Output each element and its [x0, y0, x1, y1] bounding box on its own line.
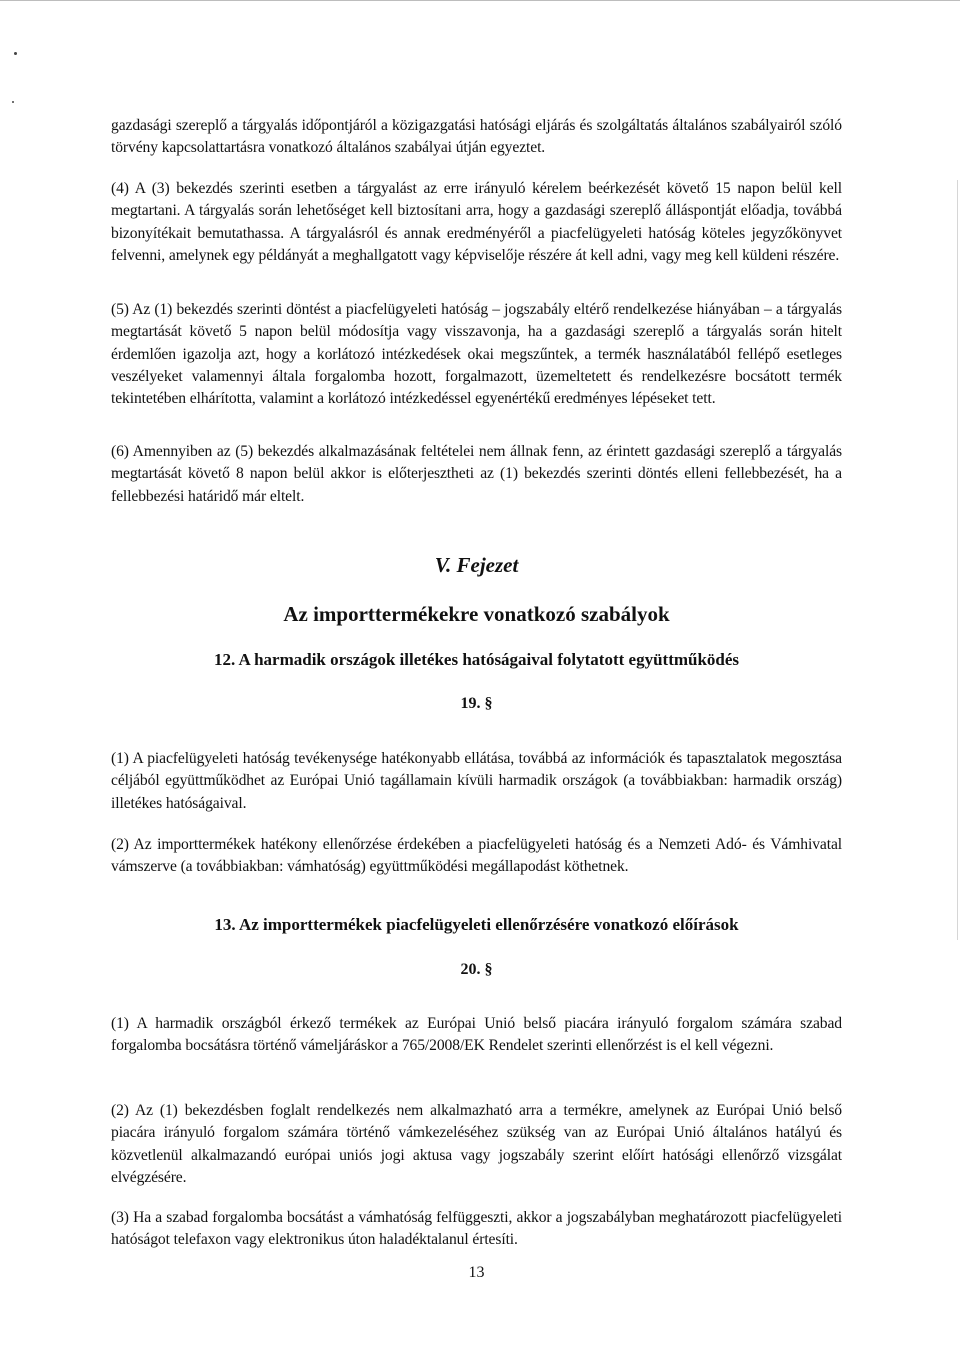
chapter-title: Az importtermékekre vonatkozó szabályok [283, 602, 670, 626]
paragraph-19-2: (2) Az importtermékek hatékony ellenőrzése érdekében a piacfelügyeleti hatóság és a Nemzeti Adó- és Vámhivatal vámszerve (a továbbiakban: vámhatóság) együttműködési megállapodást köthetnek. [111, 836, 842, 876]
paragraph-20-1: (1) A harmadik országból érkező termékek az Európai Unió belső piacára irányuló forgalom számára szabad forgalomba bocsátásra történő vámeljáráskor a 765/2008/EK Rendelet szerinti ellenőrzést is el kell végezni. [111, 1015, 842, 1055]
scan-speck-dot [14, 52, 17, 55]
paragraph-20-2: (2) Az (1) bekezdésben foglalt rendelkezés nem alkalmazható arra a termékre, amelynek az Európai Unió belső piacára irányuló forgalom számára történő vámkezeléséhez szükség van az Európai Unió általános hatályú és közvetlenül alkalmazandó európai uniós jogi aktusa vagy jogszabály szerint előírt hatósági ellenőrző vizsgálat elvégzésére. [111, 1102, 842, 1186]
section-12-title: 12. A harmadik országok illetékes hatóságaival folytatott együttműködés [213, 650, 740, 669]
scan-border-top [0, 0, 960, 1]
paragraph-5: (5) Az (1) bekezdés szerinti döntést a piacfelügyeleti hatóság – jogszabály eltérő rendelkezése hiányában – a tárgyalás megtartását követő 5 napon belül módosítja vagy visszavonja, ha a gazdasági szereplő a tárgyalás során hitelt érdemlően igazolja azt, hogy a korlátozó intézkedések okai megszűntek, a termék használatából fellépő esetleges veszélyeket valamennyi általa forgalomba hozott, forgalmazott, üzemeltetett és rendelkezésre bocsátott termék tekintetében elhárította, valamint a korlátozó intézkedéssel egyenértékű eredményes lépéseket tett. [111, 301, 842, 408]
paragraph-20-3: (3) Ha a szabad forgalomba bocsátást a vámhatóság felfüggeszti, akkor a jogszabályban meghatározott piacfelügyeleti hatóságot telefaxon vagy elektronikus úton haladéktalanul értesíti. [111, 1209, 842, 1249]
page-number: 13 [468, 1264, 485, 1281]
paragraph-19-1: (1) A piacfelügyeleti hatóság tevékenysége hatékonyabb ellátása, továbbá az információk és tapasztalatok megosztása céljából együttműködhet az Európai Unió tagállamain kívüli harmadik országok (a továbbiakban: harmadik ország) illetékes hatóságaival. [111, 750, 842, 812]
paragraph-6: (6) Amennyiben az (5) bekezdés alkalmazásának feltételei nem állnak fenn, az érintett gazdasági szereplő a tárgyalás megtartását követő 8 napon belül akkor is előterjesztheti az (1) bekezdés szerinti döntés elleni fellebbezését, ha a fellebbezési határidő már eltelt. [111, 443, 842, 505]
section-13-title: 13. Az importtermékek piacfelügyeleti ellenőrzésére vonatkozó előírások [214, 915, 739, 934]
scan-border-right [957, 180, 958, 940]
paragraph-20-number: 20. § [460, 961, 493, 978]
paragraph-continuation: gazdasági szereplő a tárgyalás időpontjáról a közigazgatási hatósági eljárás és szolgáltatás általános szabályairól szóló törvény kapcsolattartásra vonatkozó általános szabályai útján egyeztet. [111, 117, 842, 157]
chapter-number: V. Fejezet [434, 553, 519, 577]
paragraph-19-number: 19. § [460, 695, 493, 712]
scan-speck-dot [12, 101, 14, 103]
paragraph-4: (4) A (3) bekezdés szerinti esetben a tárgyalást az erre irányuló kérelem beérkezését követő 15 napon belül kell megtartani. A tárgyalás során lehetőséget kell biztosítani arra, hogy a gazdasági szereplő álláspontját előadja, továbbá bizonyítékait bemutathassa. A tárgyalásról és annak eredményéről a piacfelügyeleti hatóság köteles jegyzőkönyvet felvenni, amelynek egy példányát a meghallgatott vagy képviselője részére át kell adni, vagy meg kell küldeni részére. [111, 180, 842, 264]
